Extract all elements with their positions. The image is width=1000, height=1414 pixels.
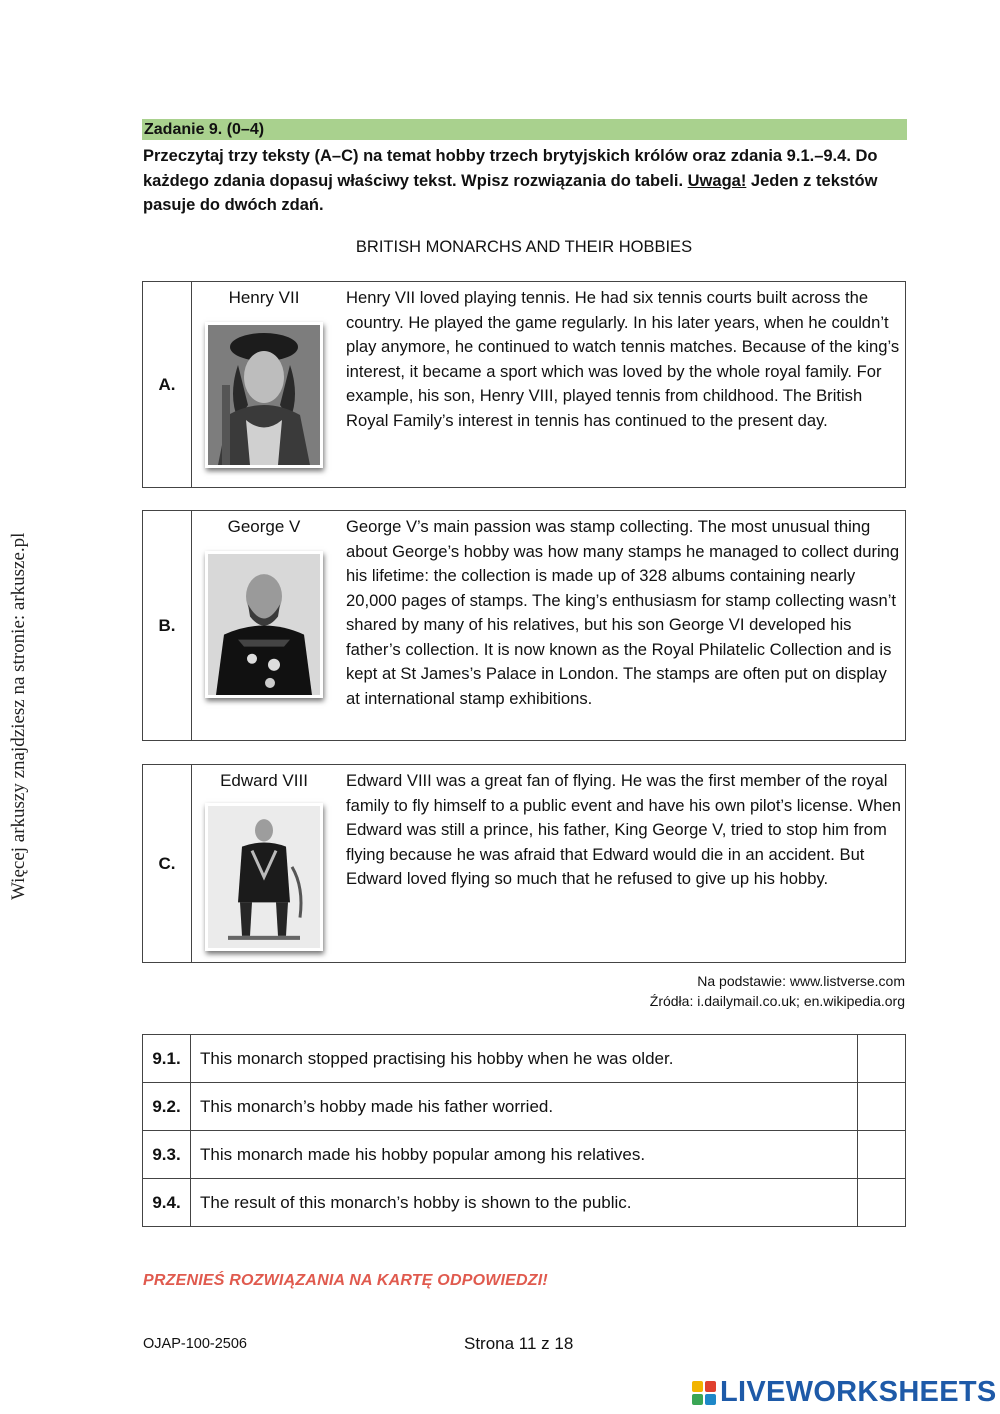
statement-number: 9.1.	[143, 1035, 191, 1083]
monarch-letter: B.	[143, 511, 192, 740]
statements-table	[142, 1034, 906, 1227]
monarch-name: George V	[227, 517, 301, 536]
monarch-box-c	[142, 764, 906, 963]
monarch-box-a	[142, 281, 906, 488]
source-line-1: Na podstawie: www.listverse.com	[697, 973, 905, 989]
edward-viii-portrait	[205, 803, 323, 951]
monarch-text: Edward VIII was a great fan of flying. He was the first member of the royal family to fly himself to a public event and have his own pilot’s license. When Edward was still a prince, his father, King George V, tried to stop him from flying because he was afraid that Edward would die in an accident. But Edward loved flying so much that he refused to give up his hobby.	[346, 771, 901, 888]
answer-cell[interactable]	[858, 1035, 906, 1083]
monarch-letter: C.	[143, 765, 192, 962]
monarch-name: Edward VIII	[220, 771, 308, 790]
monarch-letter: A.	[143, 282, 192, 487]
table-row	[143, 1179, 906, 1227]
task-instructions	[143, 144, 903, 218]
monarch-box-b	[142, 510, 906, 741]
monarch-text: Henry VII loved playing tennis. He had six tennis courts built across the country. He played the game regularly. In his later years, when he couldn’t play anymore, he continued to watch tennis matches. Because of the king’s interest, it became a sport which was loved by the whole royal family. For example, his son, Henry VIII, played tennis from childhood. The British Royal Family’s interest in tennis has continued to the present day.	[346, 288, 900, 430]
answer-cell[interactable]	[858, 1131, 906, 1179]
table-row	[143, 1035, 906, 1083]
table-row	[143, 1131, 906, 1179]
answer-cell[interactable]	[858, 1083, 906, 1131]
logo-text: LIVEWORKSHEETS	[720, 1376, 997, 1408]
warning-label: Uwaga!	[687, 171, 747, 190]
statement-number: 9.3.	[143, 1131, 191, 1179]
statement-text: This monarch stopped practising his hobby when he was older.	[191, 1035, 858, 1083]
statement-text: This monarch made his hobby popular among his relatives.	[191, 1131, 858, 1179]
page-number: Strona 11 z 18	[464, 1334, 574, 1353]
transfer-answers-note: PRZENIEŚ ROZWIĄZANIA NA KARTĘ ODPOWIEDZI!	[143, 1272, 548, 1289]
table-row	[143, 1083, 906, 1131]
logo-grid-icon	[692, 1381, 716, 1405]
page-title: BRITISH MONARCHS AND THEIR HOBBIES	[355, 238, 693, 256]
monarch-text: George V’s main passion was stamp collecting. The most unusual thing about George’s hobby was how many stamps he managed to collect during his lifetime: the collection is made up of 328 albums containing nearly 20,000 pages of stamps. The king’s enthusiasm for stamp collecting wasn’t shared by many of his relatives, but his son George VI developed his father’s collection. It is now known as the Royal Philatelic Collection and is kept at St James’s Palace in London. The stamps are often put on display at international stamp exhibitions.	[346, 517, 900, 708]
exam-code: OJAP-100-2506	[143, 1336, 247, 1352]
statement-number: 9.4.	[143, 1179, 191, 1227]
liveworksheets-logo	[692, 1376, 997, 1409]
statement-text: The result of this monarch’s hobby is shown to the public.	[191, 1179, 858, 1227]
instruction-text-2: Jeden z tekstów pasuje do dwóch zdań.	[143, 171, 878, 214]
answer-cell[interactable]	[858, 1179, 906, 1227]
instruction-text: Przeczytaj trzy teksty (A–C) na temat hobby trzech brytyjskich królów oraz zdania 9.1.–9.4. Do każdego zdania dopasuj właściwy tekst. Wpisz rozwiązania do tabeli.	[143, 147, 878, 190]
statement-text: This monarch’s hobby made his father worried.	[191, 1083, 858, 1131]
statement-number: 9.2.	[143, 1083, 191, 1131]
george-v-portrait	[205, 551, 323, 698]
monarch-name: Henry VII	[228, 288, 300, 307]
task-header: Zadanie 9. (0–4)	[142, 119, 907, 140]
side-watermark-text: Więcej arkuszy znajdziesz na stronie: arkusze.pl	[8, 532, 29, 900]
source-line-2: Źródła: i.dailymail.co.uk; en.wikipedia.org	[649, 993, 905, 1009]
henry-vii-portrait	[205, 322, 323, 468]
